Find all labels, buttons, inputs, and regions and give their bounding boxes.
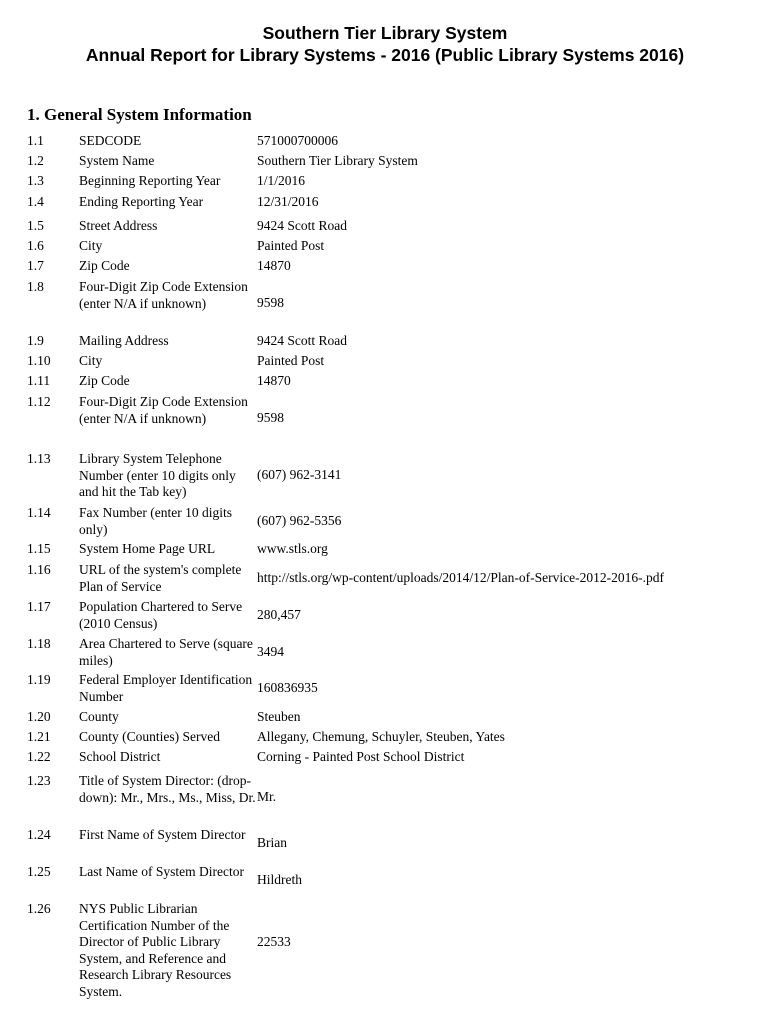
field-label: Street Address [79, 218, 158, 233]
item-number: 1.4 [27, 194, 44, 209]
field-value: Painted Post [257, 238, 325, 253]
item-number: 1.6 [27, 238, 44, 253]
item-number: 1.23 [27, 773, 51, 788]
field-value: 3494 [257, 644, 284, 659]
item-number: 1.7 [27, 258, 44, 273]
field-label: City [79, 238, 103, 253]
item-number: 1.10 [27, 353, 51, 368]
field-label: Four-Digit Zip Code Extension (enter N/A if unknown) [79, 394, 248, 426]
field-label: School District [79, 749, 161, 764]
field-label: Federal Employer Identification Number [79, 672, 253, 704]
field-label: Mailing Address [79, 333, 169, 348]
section-heading: 1. General System Information [27, 105, 252, 124]
field-label: System Name [79, 153, 155, 168]
field-label: City [79, 353, 103, 368]
field-label: System Home Page URL [79, 541, 216, 556]
field-value: 12/31/2016 [257, 194, 319, 209]
report-title-system: Southern Tier Library System [262, 23, 508, 43]
item-number: 1.16 [27, 562, 51, 577]
field-label: Zip Code [79, 373, 130, 388]
field-value: Southern Tier Library System [257, 153, 418, 168]
field-value: www.stls.org [257, 541, 328, 556]
field-value: Steuben [257, 709, 301, 724]
field-label: Ending Reporting Year [79, 194, 204, 209]
field-value: Painted Post [257, 353, 325, 368]
item-number: 1.21 [27, 729, 51, 744]
field-label: County (Counties) Served [79, 729, 220, 744]
field-value: 22533 [257, 934, 291, 949]
item-number: 1.18 [27, 636, 51, 651]
field-value: 9598 [257, 295, 284, 310]
field-label: Last Name of System Director [79, 864, 244, 879]
field-value: (607) 962-5356 [257, 513, 342, 528]
field-value: 9598 [257, 410, 284, 425]
field-value: 280,457 [257, 607, 301, 622]
field-value: Brian [257, 835, 287, 850]
field-label: County [79, 709, 119, 724]
report-title-annual: Annual Report for Library Systems - 2016 (Public Library Systems 2016) [85, 45, 685, 65]
item-number: 1.17 [27, 599, 51, 614]
field-label: URL of the system's complete Plan of Service [79, 562, 242, 594]
item-number: 1.15 [27, 541, 51, 556]
field-label: Beginning Reporting Year [79, 173, 221, 188]
item-number: 1.22 [27, 749, 51, 764]
field-value: 571000700006 [257, 133, 338, 148]
item-number: 1.2 [27, 153, 44, 168]
item-number: 1.3 [27, 173, 44, 188]
field-label: Library System Telephone Number (enter 10 digits only and hit the Tab key) [79, 451, 236, 500]
item-number: 1.12 [27, 394, 51, 409]
field-label: Four-Digit Zip Code Extension (enter N/A if unknown) [79, 279, 248, 311]
field-value: 1/1/2016 [257, 173, 306, 188]
field-value: 9424 Scott Road [257, 333, 347, 348]
item-number: 1.14 [27, 505, 51, 520]
field-value: 14870 [257, 373, 291, 388]
item-number: 1.1 [27, 133, 44, 148]
item-number: 1.11 [27, 373, 51, 388]
field-value: http://stls.org/wp-content/uploads/2014/12/Plan-of-Service-2012-2016-.pdf [257, 570, 664, 585]
item-number: 1.26 [27, 901, 51, 916]
item-number: 1.9 [27, 333, 44, 348]
field-value: Corning - Painted Post School District [257, 749, 465, 764]
item-number: 1.13 [27, 451, 51, 466]
field-label: Fax Number (enter 10 digits only) [79, 505, 232, 537]
item-number: 1.8 [27, 279, 44, 294]
item-number: 1.19 [27, 672, 51, 687]
item-number: 1.20 [27, 709, 51, 724]
field-value: Hildreth [257, 872, 302, 887]
field-value: Mr. [257, 789, 277, 804]
field-value: 160836935 [257, 680, 318, 695]
field-label: Title of System Director: (drop-down): Mr., Mrs., Ms., Miss, Dr. [79, 773, 256, 805]
field-label: NYS Public Librarian Certification Number of the Director of Public Library System, and Reference and Research Library Resources System. [79, 901, 232, 999]
field-value: 9424 Scott Road [257, 218, 347, 233]
field-value: (607) 962-3141 [257, 467, 342, 482]
item-number: 1.5 [27, 218, 44, 233]
field-value: 14870 [257, 258, 291, 273]
field-label: Area Chartered to Serve (square miles) [79, 636, 253, 668]
field-label: Population Chartered to Serve (2010 Census) [79, 599, 243, 631]
item-number: 1.24 [27, 827, 51, 842]
field-label: First Name of System Director [79, 827, 246, 842]
item-number: 1.25 [27, 864, 51, 879]
field-label: Zip Code [79, 258, 130, 273]
field-label: SEDCODE [79, 133, 142, 148]
field-value: Allegany, Chemung, Schuyler, Steuben, Yates [257, 729, 505, 744]
